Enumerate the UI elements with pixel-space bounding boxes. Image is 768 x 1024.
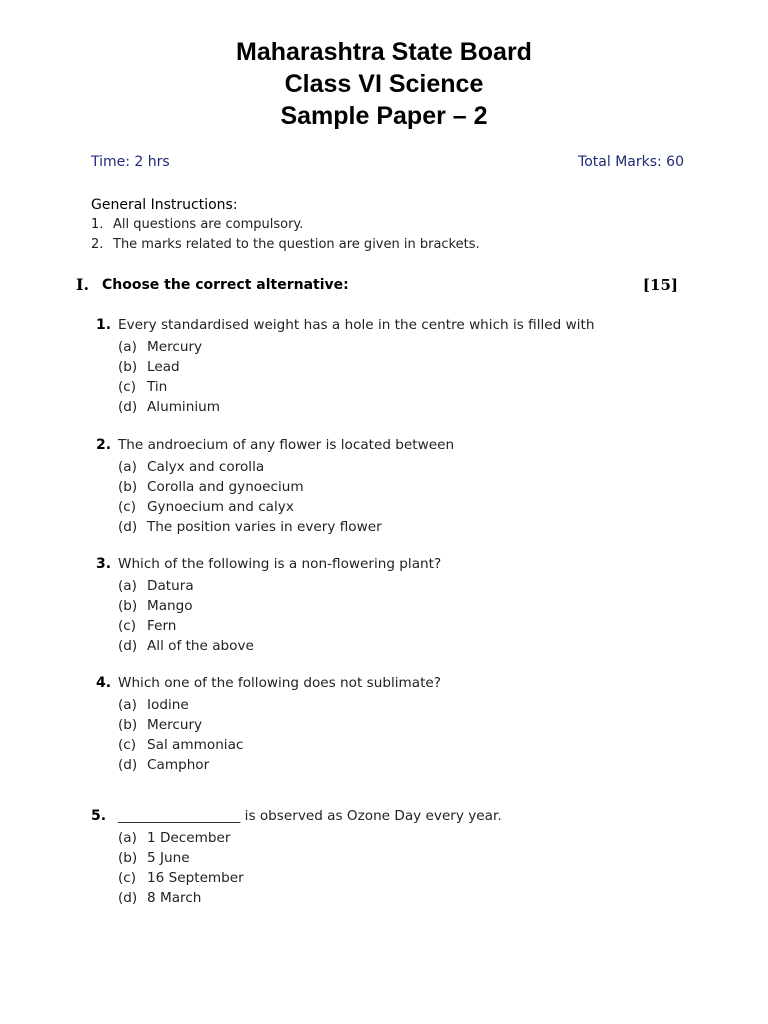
question-number: 2. — [96, 437, 112, 453]
option-letter: (d) — [118, 757, 138, 773]
option-letter: (d) — [118, 890, 138, 906]
question-text: Which one of the following does not sublimate? — [118, 675, 442, 691]
options-list — [118, 695, 243, 775]
option-letter: (a) — [118, 339, 137, 355]
option-text: Tin — [147, 379, 168, 395]
option-text: 16 September — [147, 870, 244, 886]
option-letter: (b) — [118, 717, 138, 733]
question-number: 3. — [96, 556, 112, 572]
class-title: Class VI Science — [284, 70, 484, 98]
option-text: The position varies in every flower — [147, 519, 382, 535]
instructions-list — [91, 215, 480, 254]
option-letter: (d) — [118, 519, 138, 535]
section-marks: [15] — [642, 276, 678, 294]
option-c — [118, 497, 382, 517]
options-list — [118, 337, 220, 417]
option-letter: (b) — [118, 598, 138, 614]
option-text: Aluminium — [147, 399, 220, 415]
option-letter: (b) — [118, 359, 138, 375]
total-marks-label: Total Marks: 60 — [578, 154, 684, 170]
option-b — [118, 357, 220, 377]
option-letter: (c) — [118, 737, 137, 753]
instruction-number: 1. — [91, 217, 104, 232]
option-a — [118, 576, 254, 596]
option-d — [118, 517, 382, 537]
option-d — [118, 397, 220, 417]
option-letter: (a) — [118, 830, 137, 846]
option-text: Lead — [147, 359, 180, 375]
options-list — [118, 828, 244, 908]
option-d — [118, 888, 244, 908]
option-b — [118, 715, 243, 735]
question-text: Which of the following is a non-flowering plant? — [118, 556, 442, 572]
instruction-item — [91, 215, 480, 235]
option-text: All of the above — [147, 638, 254, 654]
instruction-number: 2. — [91, 236, 104, 252]
option-c — [118, 616, 254, 636]
option-c — [118, 868, 244, 888]
option-text: Iodine — [147, 697, 189, 713]
instruction-text: The marks related to the question are given in brackets. — [113, 236, 480, 252]
option-a — [118, 457, 382, 477]
option-text: 1 December — [147, 830, 231, 846]
option-text: Datura — [147, 578, 194, 594]
question-text: __________________ is observed as Ozone Day every year. — [118, 808, 502, 824]
option-d — [118, 636, 254, 656]
option-c — [118, 377, 220, 397]
instructions-heading — [91, 195, 480, 215]
option-text: Mercury — [147, 717, 203, 733]
page-title — [0, 36, 768, 132]
option-letter: (a) — [118, 697, 137, 713]
instructions-title: General Instructions — [91, 197, 233, 213]
option-letter: (d) — [118, 399, 138, 415]
option-letter: (c) — [118, 499, 137, 515]
option-b — [118, 477, 382, 497]
board-title: Maharashtra State Board — [236, 38, 532, 66]
option-letter: (a) — [118, 578, 137, 594]
option-text: 5 June — [147, 850, 190, 866]
time-label: Time: 2 hrs — [91, 154, 170, 170]
option-d — [118, 755, 243, 775]
question-number: 4. — [96, 675, 112, 691]
option-letter: (c) — [118, 618, 137, 634]
option-letter: (b) — [118, 850, 138, 866]
option-text: Corolla and gynoecium — [147, 479, 304, 495]
option-text: Sal ammoniac — [147, 737, 244, 753]
option-text: Mango — [147, 598, 193, 614]
option-c — [118, 735, 243, 755]
question-number: 5. — [91, 808, 107, 824]
options-list — [118, 457, 382, 537]
option-letter: (a) — [118, 459, 137, 475]
option-a — [118, 337, 220, 357]
option-letter: (d) — [118, 638, 138, 654]
instructions-colon: : — [232, 197, 238, 213]
option-text: Calyx and corolla — [147, 459, 265, 475]
instruction-item — [91, 235, 480, 255]
option-text: Fern — [147, 618, 177, 634]
options-list — [118, 576, 254, 656]
option-text: 8 March — [147, 890, 202, 906]
section-title: Choose the correct alternative: — [102, 277, 349, 293]
option-letter: (c) — [118, 379, 137, 395]
option-text: Mercury — [147, 339, 203, 355]
instruction-text: All questions are compulsory. — [113, 217, 304, 232]
question-text: Every standardised weight has a hole in the centre which is filled with — [118, 317, 595, 333]
option-a — [118, 695, 243, 715]
option-a — [118, 828, 244, 848]
section-number: I. — [76, 275, 90, 294]
option-letter: (b) — [118, 479, 138, 495]
question-number: 1. — [96, 317, 112, 333]
option-letter: (c) — [118, 870, 137, 886]
option-b — [118, 848, 244, 868]
option-b — [118, 596, 254, 616]
question-text: The androecium of any flower is located between — [118, 437, 455, 453]
option-text: Camphor — [147, 757, 210, 773]
option-text: Gynoecium and calyx — [147, 499, 294, 515]
general-instructions — [91, 195, 480, 254]
paper-title: Sample Paper – 2 — [280, 102, 488, 130]
